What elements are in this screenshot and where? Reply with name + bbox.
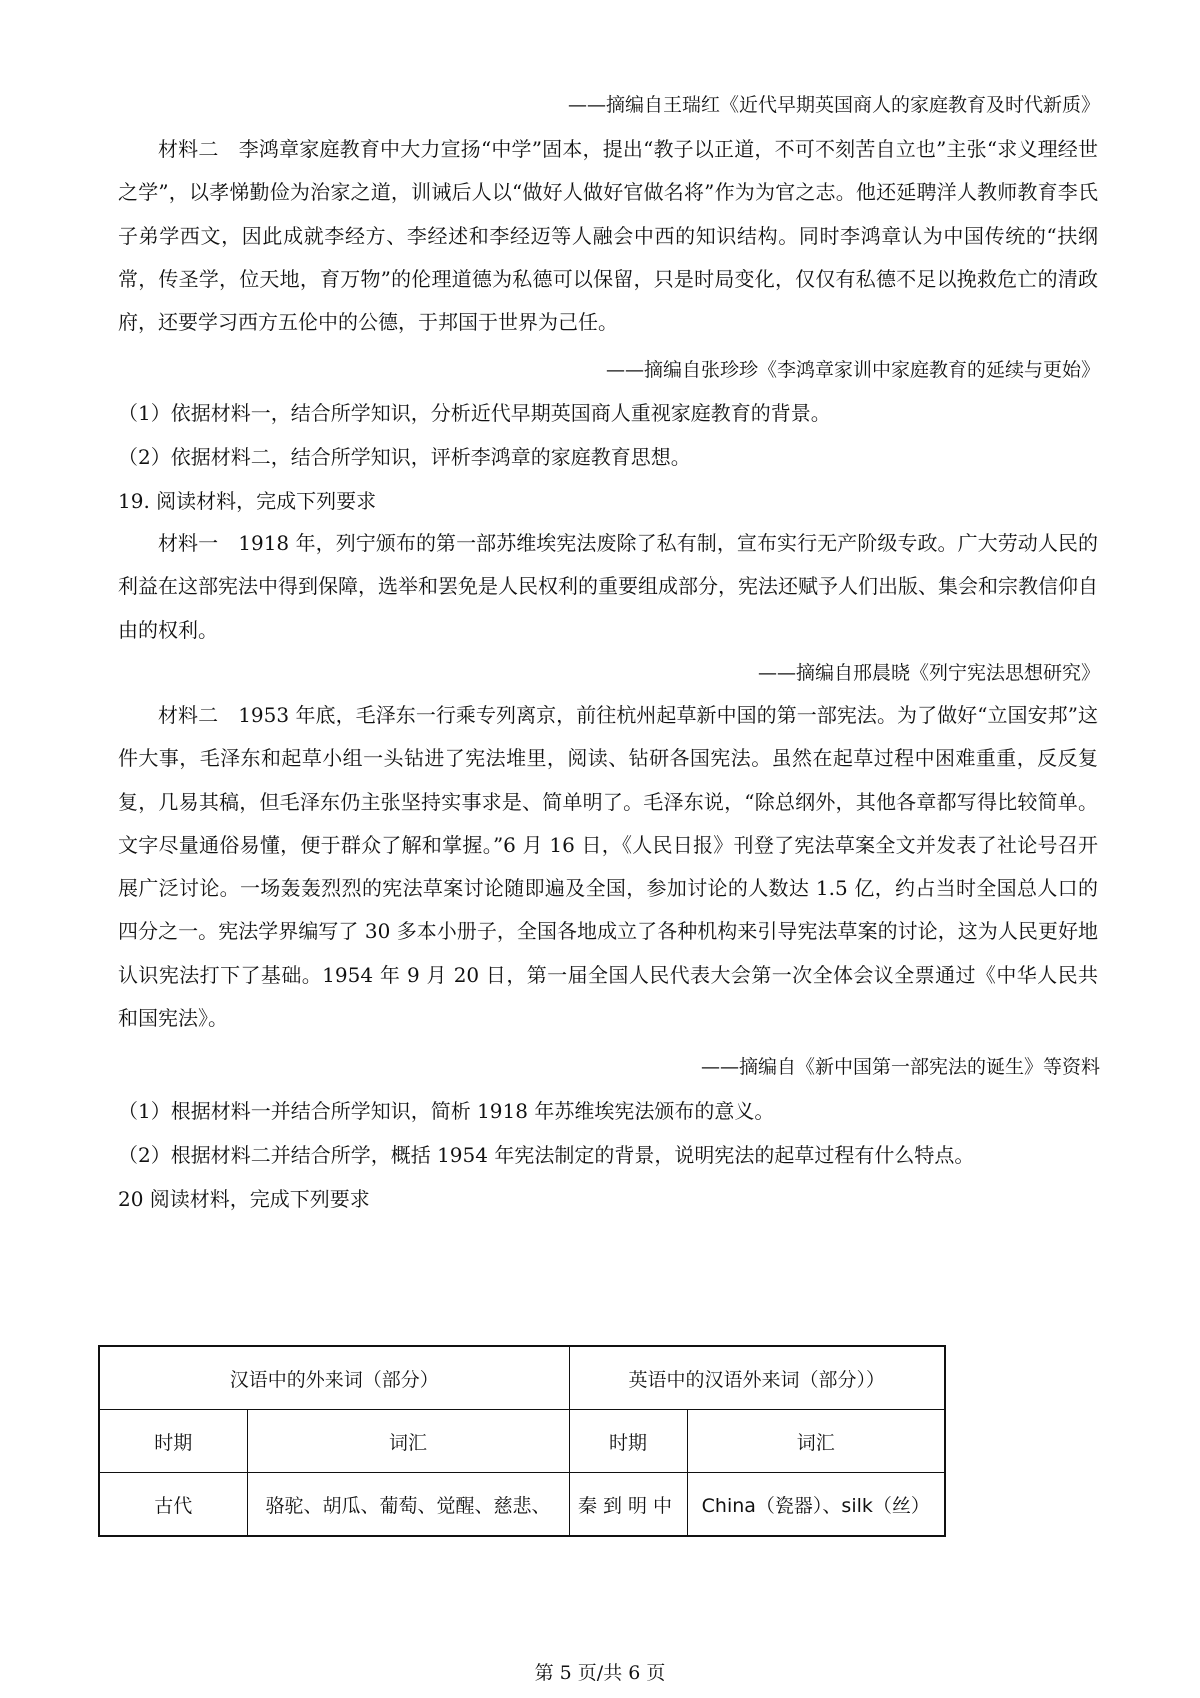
q18-subquestion-1: （1）依据材料一，结合所学知识，分析近代早期英国商人重视家庭教育的背景。 [118, 401, 831, 425]
q19-material1-paragraph: 材料一 1918 年，列宁颁布的第一部苏维埃宪法废除了私有制，宣布实行无产阶级专政。广大劳动人民的利益在这部宪法中得到保障，选举和罢免是人民权利的重要组成部分，宪法还赋予人们出版、集会和宗教信仰自由的权利。 [118, 531, 1098, 642]
page-number-footer: 第 5 页/共 6 页 [534, 1662, 666, 1684]
table-col-words-2: 词汇 [687, 1410, 945, 1473]
table-cell-words: 骆驼、胡瓜、葡萄、觉醒、慈悲、 [247, 1473, 569, 1537]
source-citation-material2-q18: ——摘编自张珍珍《李鸿章家训中家庭教育的延续与更始》 [605, 359, 1100, 381]
source-citation-material1-q18: ——摘编自王瑞红《近代早期英国商人的家庭教育及时代新质》 [567, 94, 1100, 116]
table-cell-period-2: 秦到明中 [569, 1473, 687, 1537]
q20-heading: 20 阅读材料，完成下列要求 [118, 1187, 370, 1211]
table-col-period-2: 时期 [569, 1410, 687, 1473]
table-cell-words-2: China（瓷器）、silk（丝） [687, 1473, 945, 1537]
q19-material2-paragraph: 材料二 1953 年底，毛泽东一行乘专列离京，前往杭州起草新中国的第一部宪法。为了做好“立国安邦”这件大事，毛泽东和起草小组一头钻进了宪法堆里，阅读、钻研各国宪法。虽然在起草过程中困难重重，反反复复，几易其稿，但毛泽东仍主张坚持实事求是、简单明了。毛泽东说，“除总纲外，其他各章都写得比较简单。文字尽量通俗易懂，便于群众了解和掌握。”6 月 16 日，《人民日报》刊登了宪法草案全文并发表了社论号召开展广泛讨论。一场轰轰烈烈的宪法草案讨论随即遍及全国，参加讨论的人数达 1.5 亿，约占当时全国总人口的四分之一。宪法学界编写了 30 多本小册子，全国各地成立了各种机构来引导宪法草案的讨论，这为人民更好地认识宪法打下了基础。1954 年 9 月 20 日，第一届全国人民代表大会第一次全体会议全票通过《中华人民共和国宪法》。 [118, 703, 1098, 1031]
source-citation-material2-q19: ——摘编自《新中国第一部宪法的诞生》等资料 [700, 1056, 1100, 1078]
table-subheader-row [99, 1410, 945, 1473]
table-header-chinese-loanwords: 汉语中的外来词（部分） [99, 1346, 569, 1410]
q19-heading: 19. 阅读材料，完成下列要求 [118, 489, 377, 513]
table-header-row [99, 1346, 945, 1410]
source-citation-material1-q19: ——摘编自邢晨晓《列宁宪法思想研究》 [757, 662, 1100, 684]
table-header-english-loanwords: 英语中的汉语外来词（部分）） [569, 1346, 945, 1410]
table-col-words: 词汇 [247, 1410, 569, 1473]
q19-subquestion-1: （1）根据材料一并结合所学知识，简析 1918 年苏维埃宪法颁布的意义。 [118, 1099, 775, 1123]
q18-material2-paragraph: 材料二 李鸿章家庭教育中大力宣扬“中学”固本，提出“教子以正道，不可不刻苦自立也”主张“求义理经世之学”，以孝悌勤俭为治家之道，训诫后人以“做好人做好官做名将”作为为官之志。他还延聘洋人教师教育李氏子弟学西文，因此成就李经方、李经述和李经迈等人融会中西的知识结构。同时李鸿章认为中国传统的“扶纲常，传圣学，位天地，育万物”的伦理道德为私德可以保留，只是时局变化，仅仅有私德不足以挽救危亡的清政府，还要学习西方五伦中的公德，于邦国于世界为己任。 [118, 137, 1098, 335]
table-row [99, 1473, 945, 1537]
table-col-period: 时期 [99, 1410, 247, 1473]
table-cell-period: 古代 [99, 1473, 247, 1537]
q18-subquestion-2: （2）依据材料二，结合所学知识，评析李鸿章的家庭教育思想。 [118, 445, 691, 469]
q19-subquestion-2: （2）根据材料二并结合所学，概括 1954 年宪法制定的背景，说明宪法的起草过程有什么特点。 [118, 1143, 975, 1167]
loanword-table [98, 1345, 946, 1537]
